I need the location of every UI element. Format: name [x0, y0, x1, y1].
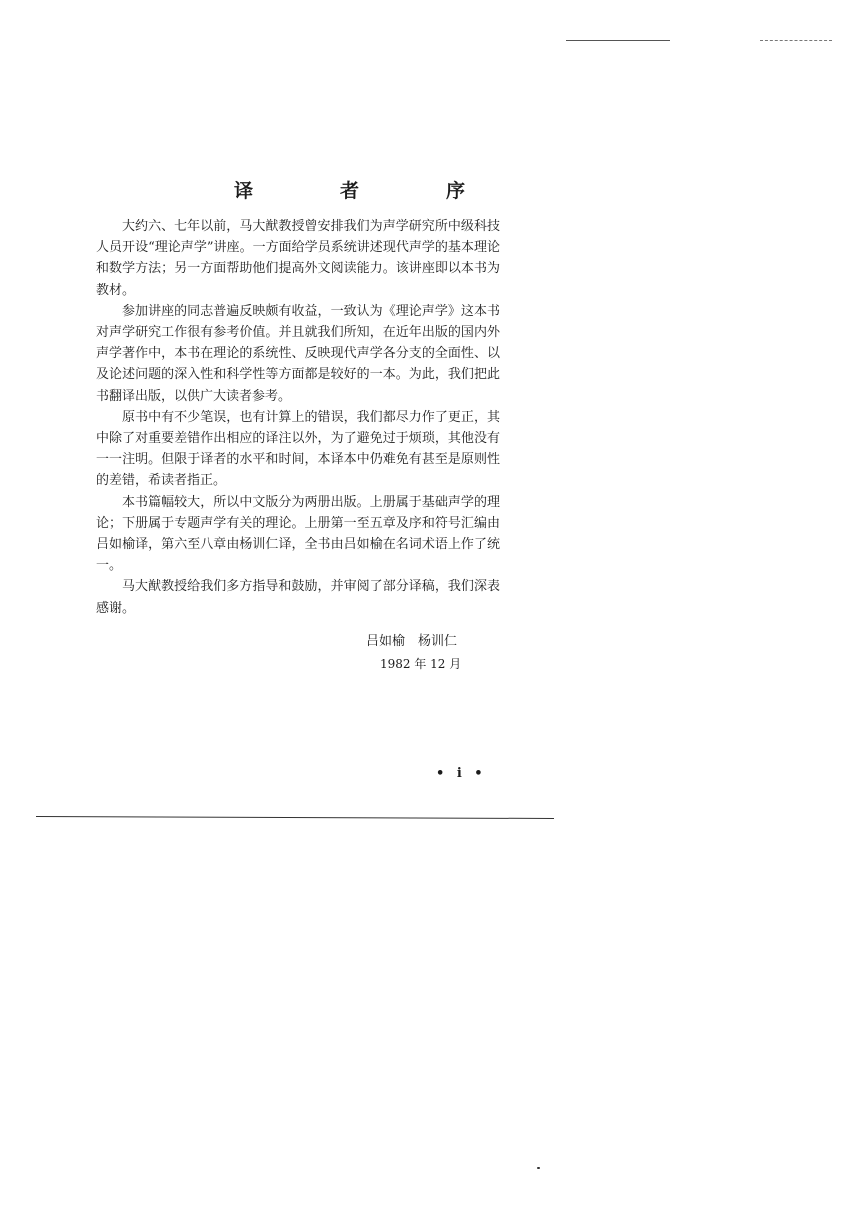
paragraph-5: 马大猷教授给我们多方指导和鼓励，并审阅了部分译稿，我们深表感谢。 — [96, 579, 500, 616]
page-title: 译 者 序 — [234, 180, 500, 202]
preface-body — [96, 216, 500, 619]
page-number: • i • — [436, 766, 487, 781]
translator-signature — [366, 631, 461, 675]
paragraph-2: 参加讲座的同志普遍反映颇有收益，一致认为《理论声学》这本书对声学研究工作很有参考价值。并且就我们所知，在近年出版的国内外声学著作中，本书在理论的系统性、反映现代声学各分支的全面性、以及论述问题的深入性和科学性等方面都是较好的一本。为此，我们把此书翻译出版，以供广大读者参考。 — [96, 303, 500, 404]
scan-edge-line-top — [566, 40, 670, 41]
translator-names: 吕如榆 杨训仁 — [366, 634, 458, 649]
scan-edge-line-top-right — [760, 40, 832, 41]
paragraph-4: 本书篇幅较大，所以中文版分为两册出版。上册属于基础声学的理论；下册属于专题声学有关的理论。上册第一至五章及序和符号汇编由吕如榆译，第六至八章由杨训仁译，全书由吕如榆在名词术语上作了统一。 — [96, 494, 500, 574]
scan-speck — [537, 1167, 540, 1169]
paragraph-3: 原书中有不少笔误，也有计算上的错误，我们都尽力作了更正，其中除了对重要差错作出相应的译注以外，为了避免过于烦琐，其他没有一一注明。但限于译者的水平和时间，本译本中仍难免有甚至是原则性的差错，希读者指正。 — [96, 409, 500, 489]
scan-edge-line-bottom — [36, 816, 554, 819]
paragraph-1: 大约六、七年以前，马大猷教授曾安排我们为声学研究所中级科技人员开设“理论声学”讲座。一方面给学员系统讲述现代声学的基本理论和数学方法；另一方面帮助他们提高外文阅读能力。该讲座即以本书为教材。 — [96, 219, 500, 298]
signature-date: 1982 年 12 月 — [380, 657, 462, 671]
